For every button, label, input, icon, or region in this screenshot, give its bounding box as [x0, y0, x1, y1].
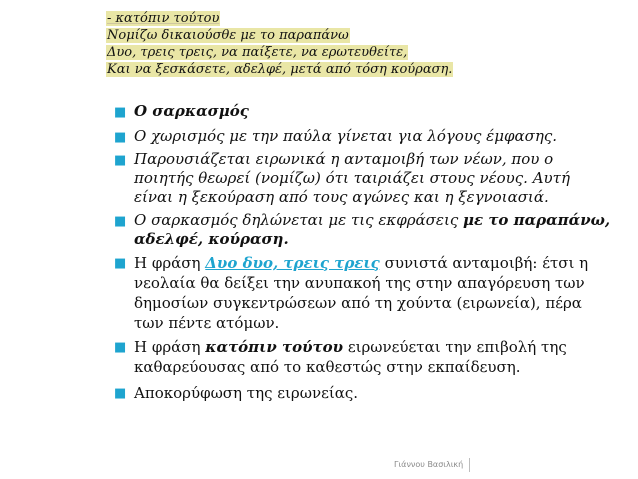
bullet-dot-icon: ■ — [114, 130, 127, 145]
quote-line-3-text: Δυο, τρεις τρεις, να παίξετε, να ερωτευθείτε, — [107, 45, 408, 60]
bullet-text: Η φράση — [134, 338, 206, 356]
quote-line-4-text: Και να ξεσκάσετε, αδελφέ, μετά από τόση κούραση. — [107, 62, 453, 77]
quote-line-1 — [106, 10, 626, 27]
bullet-text: Αποκορύφωση της ειρωνείας. — [134, 384, 359, 402]
bullet-text: Ο σαρκασμός — [134, 102, 249, 120]
bullet-bold-text: με το παραπάνω, αδελφέ, κούραση. — [134, 211, 611, 248]
quote-line-2-text: Νομίζω δικαιούσθε με το παραπάνω — [107, 28, 349, 43]
bullet-dot-icon: ■ — [114, 214, 127, 229]
bullet-text-continued: συνιστά ανταμοιβή: έτσι η νεολαία θα δείξει την ανυπακοή της στην απαγόρευση των δημοσίων συγκεντρώσεων από τη χούντα (ειρωνεία), πέρα των πέντε ατόμων. — [134, 254, 589, 332]
bullet-item — [112, 383, 612, 403]
quote-line-1-text: - κατόπιν τούτου — [107, 11, 220, 26]
quote-line-2 — [106, 27, 626, 44]
poem-quote — [106, 10, 626, 78]
bullet-text: Παρουσιάζεται ειρωνικά η ανταμοιβή των νέων, που ο ποιητής θεωρεί (νομίζω) ότι ταιριάζει στους νέους. Αυτή είναι η ξεκούραση από τους αγώνες και η ξεγνοιασιά. — [134, 150, 570, 206]
bullet-item — [112, 337, 612, 377]
bullet-dot-icon: ■ — [114, 105, 127, 120]
bullet-text: Ο σαρκασμός δηλώνεται με τις εκφράσεις — [134, 211, 463, 229]
footer-author: Γιάννου Βασιλική — [394, 458, 470, 472]
bullet-list — [112, 102, 612, 403]
bullet-dot-icon: ■ — [114, 256, 127, 271]
bullet-text: Ο χωρισμός με την παύλα γίνεται για λόγους έμφασης. — [134, 127, 558, 145]
bullet-bold-text: κατόπιν τούτου — [205, 338, 344, 356]
quote-line-4 — [106, 61, 626, 78]
phrase-link[interactable]: Δυο δυο, τρεις τρεις — [205, 254, 380, 272]
bullet-item — [112, 127, 612, 146]
bullet-item — [112, 150, 612, 207]
bullet-text-continued: ειρωνεύεται την επιβολή της καθαρεύουσας από το καθεστώς στην εκπαίδευση. — [134, 338, 567, 376]
bullet-dot-icon: ■ — [114, 340, 127, 355]
bullet-dot-icon: ■ — [114, 153, 127, 168]
bullet-text: Η φράση — [134, 254, 206, 272]
bullet-item — [112, 253, 612, 333]
bullet-dot-icon: ■ — [114, 386, 127, 401]
bullet-item — [112, 102, 612, 121]
quote-line-3 — [106, 44, 626, 61]
bullet-item — [112, 211, 612, 249]
